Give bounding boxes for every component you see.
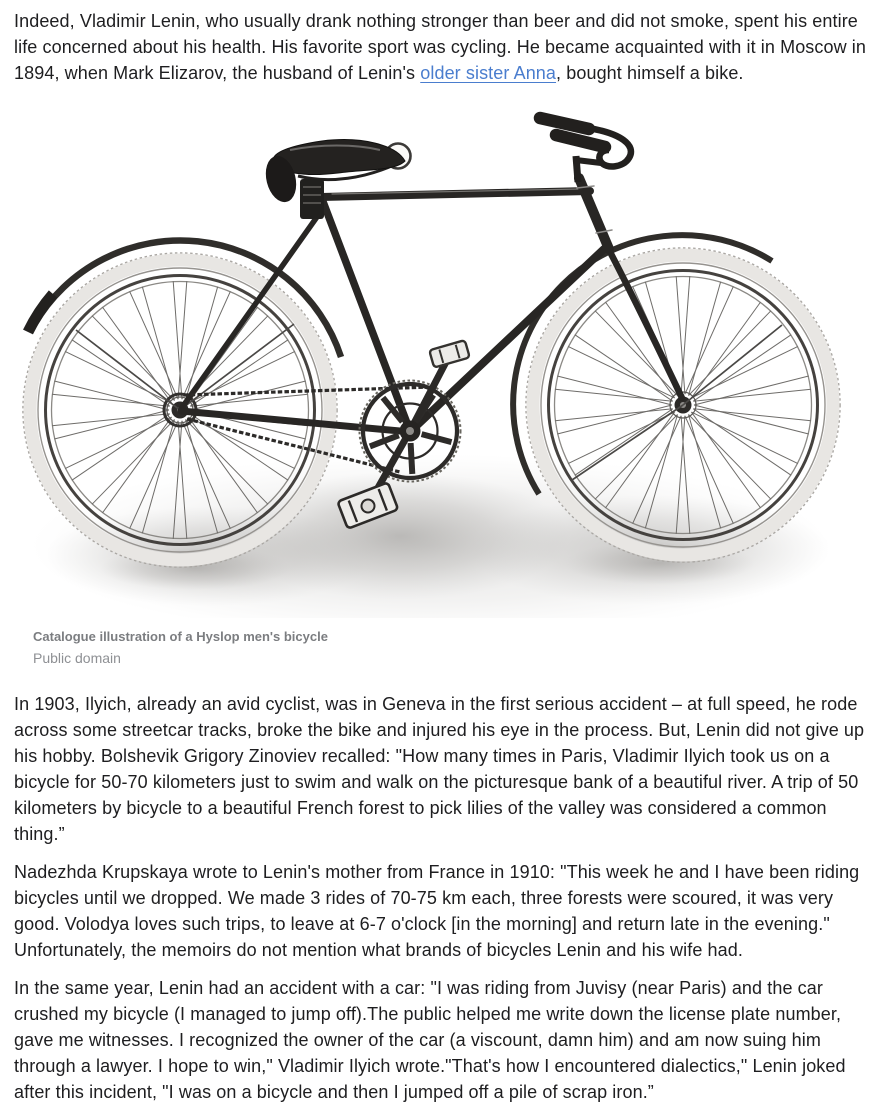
saddle (261, 140, 410, 219)
handlebars (540, 118, 631, 182)
bicycle-illustration (0, 98, 895, 618)
paragraph-car-accident: In the same year, Lenin had an accident with a car: "I was riding from Juvisy (near Paris) and the car crushed my bicycle (I managed to jump off).The public helped me write down the license plate number, gave me witnesses. I recognized the owner of the car (a viscount, damn him) and am now suing him through a lawyer. I hope to win," Vladimir Ilyich wrote."That's how I encountered dialectics," Lenin joked after this incident, "I was on a bicycle and then I jumped off a pile of scrap iron.” (14, 978, 846, 1102)
bicycle-figure (0, 98, 895, 667)
handlebar-grip-far (540, 118, 589, 129)
pedal-far (429, 340, 470, 368)
head-tube (579, 178, 609, 249)
intro-text-before-link: Indeed, Vladimir Lenin, who usually drank nothing stronger than beer and did not smoke, spent his entire life concerned about his health. His favorite sport was cycling. He became acquainted with it in Moscow in 1894, when Mark Elizarov, the husband of Lenin's (14, 11, 867, 83)
down-tube (412, 249, 604, 430)
seat-cluster (300, 179, 324, 219)
intro-text-after-link: , bought himself a bike. (556, 63, 744, 83)
seat-stay (181, 207, 324, 409)
figure-caption-credit: Public domain (33, 650, 121, 666)
paragraph-1903-accident: In 1903, Ilyich, already an avid cyclist, was in Geneva in the first serious accident – at full speed, he rode across some streetcar tracks, broke the bike and injured his eye in the process. But, Lenin did not give up his hobby. Bolshevik Grigory Zinoviev recalled: "How many times in Paris, Vladimir Ilyich took us on a bicycle for 50-70 kilometers just to swim and walk on the picturesque bank of a beautiful river. A trip of 50 kilometers by bicycle to a beautiful French forest to pick lilies of the valley was considered a common thing.” (14, 694, 865, 844)
figure-caption-title: Catalogue illustration of a Hyslop men's bicycle (33, 629, 328, 644)
chainstay (181, 411, 411, 432)
older-sister-anna-link[interactable]: older sister Anna (420, 63, 557, 83)
figure-caption (0, 628, 895, 667)
paragraph-krupskaya-letter: Nadezhda Krupskaya wrote to Lenin's mother from France in 1910: "This week he and I have been riding bicycles until we dropped. We made 3 rides of 70-75 km each, three forests were scoured, it was very good. Volodya loves such trips, to leave at 6-7 o'clock [in the morning] and return late in the evening." Unfortunately, the memoirs do not mention what brands of bicycles Lenin and his wife had. (14, 862, 860, 960)
intro-paragraph (14, 8, 881, 86)
handlebar-grip-near (556, 135, 605, 147)
